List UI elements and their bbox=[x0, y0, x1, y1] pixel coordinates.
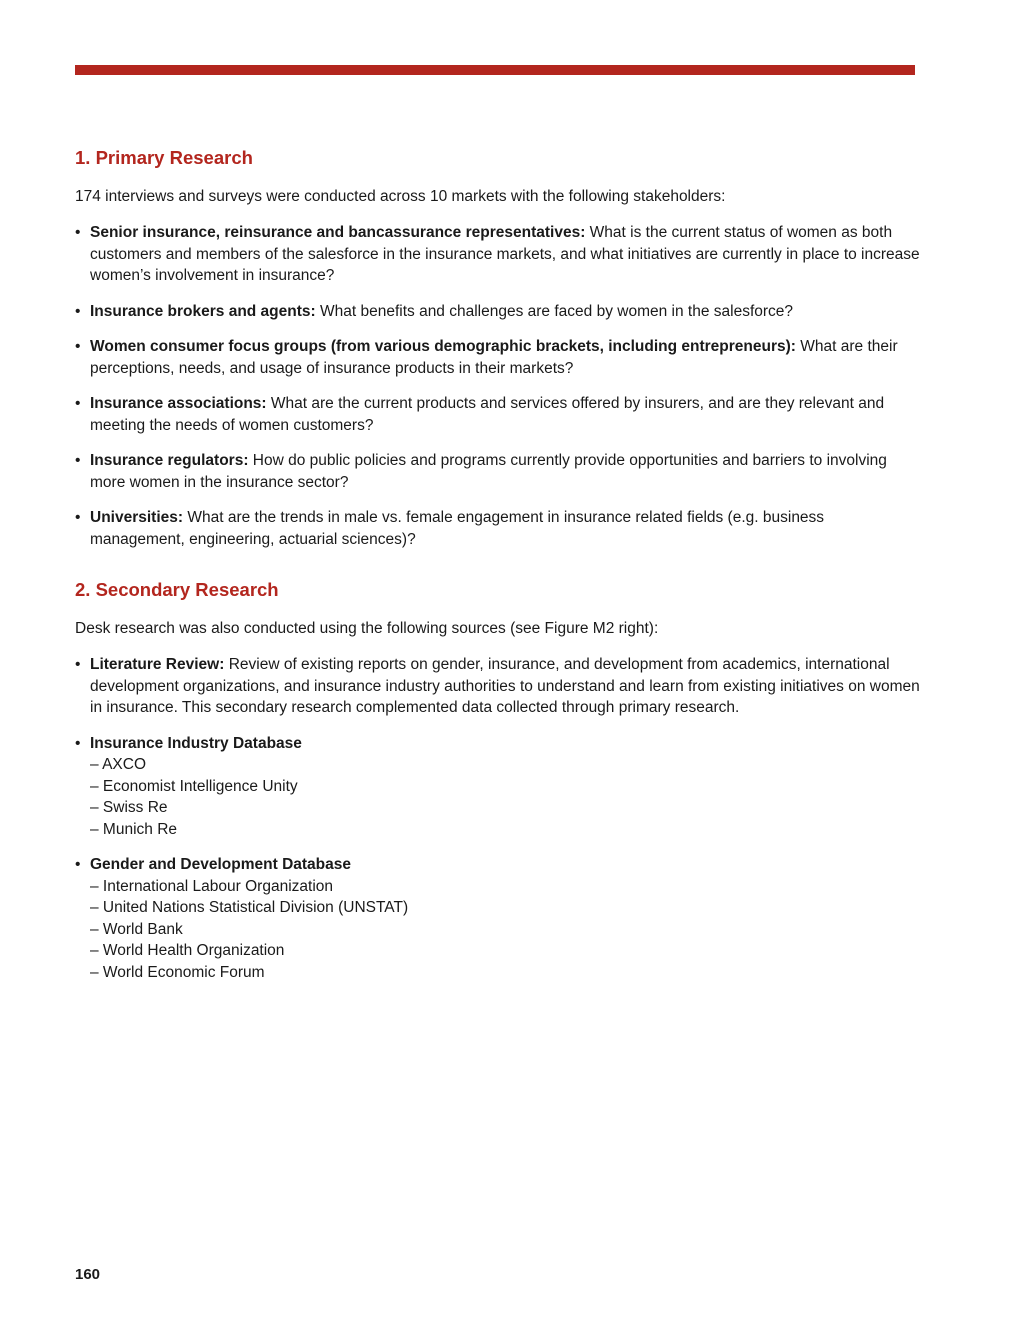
sub-list-item: – World Economic Forum bbox=[90, 963, 265, 981]
list-item bbox=[75, 336, 920, 379]
sub-list-item: – United Nations Statistical Division (UNSTAT) bbox=[90, 899, 409, 916]
item-text: What are the current products and services offered by insurers, and are they relevant and meeting the needs of women customers? bbox=[90, 395, 885, 434]
document-body bbox=[75, 144, 920, 983]
bullet-icon: • bbox=[75, 224, 81, 241]
sub-list-item: – AXCO bbox=[90, 756, 146, 773]
list-item bbox=[75, 854, 920, 983]
bullet-icon: • bbox=[75, 656, 81, 673]
gender-database-list bbox=[90, 876, 920, 984]
section-2-heading: 2. Secondary Research bbox=[75, 579, 279, 600]
item-lead: Women consumer focus groups (from various demographic brackets, including entrepreneurs): bbox=[90, 338, 796, 355]
sub-list-item: – World Bank bbox=[90, 920, 183, 938]
item-text: What are the trends in male vs. female engagement in insurance related fields (e.g. business management, engineering, actuarial sciences)? bbox=[90, 509, 825, 548]
bullet-icon: • bbox=[75, 734, 81, 752]
item-text: What are their perceptions, needs, and usage of insurance products in their markets? bbox=[90, 338, 898, 377]
sub-list-item: – International Labour Organization bbox=[90, 877, 333, 895]
bullet-icon: • bbox=[75, 452, 81, 469]
sources-list bbox=[75, 654, 920, 983]
sub-list-item: – Munich Re bbox=[90, 820, 178, 838]
item-text: Review of existing reports on gender, insurance, and development from academics, international development organizations, and insurance industry authorities to understand and learn from existing initiatives on women in insurance. This secondary research complemented data collected through primary research. bbox=[90, 656, 920, 716]
item-lead: Insurance Industry Database bbox=[90, 734, 302, 752]
item-text: How do public policies and programs currently provide opportunities and barriers to involving more women in the insurance sector? bbox=[90, 452, 887, 491]
section-1-heading: 1. Primary Research bbox=[75, 147, 253, 168]
stakeholder-list bbox=[75, 222, 920, 550]
list-item bbox=[75, 222, 920, 287]
item-lead: Senior insurance, reinsurance and bancassurance representatives: bbox=[90, 224, 586, 241]
list-item bbox=[75, 393, 920, 436]
bullet-icon: • bbox=[75, 509, 81, 526]
list-item bbox=[75, 301, 920, 323]
item-lead: Insurance regulators: bbox=[90, 452, 249, 469]
bullet-icon: • bbox=[75, 338, 81, 355]
page-number: 160 bbox=[75, 1266, 101, 1283]
bullet-icon: • bbox=[75, 302, 81, 320]
item-text: What benefits and challenges are faced by women in the salesforce? bbox=[315, 302, 794, 320]
item-lead: Gender and Development Database bbox=[90, 856, 351, 873]
item-lead: Insurance associations: bbox=[90, 395, 267, 412]
item-lead: Insurance brokers and agents: bbox=[90, 302, 316, 320]
bullet-icon: • bbox=[75, 395, 81, 412]
list-item bbox=[75, 450, 920, 493]
header-rule bbox=[75, 65, 915, 75]
insurance-database-list bbox=[90, 754, 920, 840]
sub-list-item: – World Health Organization bbox=[90, 942, 285, 959]
section-1-intro: 174 interviews and surveys were conducted across 10 markets with the following stakeholders: bbox=[75, 188, 726, 205]
item-text: What is the current status of women as both customers and members of the salesforce in the insurance markets, and what initiatives are currently in place to increase women’s involvement in insurance? bbox=[90, 224, 920, 284]
bullet-icon: • bbox=[75, 856, 81, 873]
list-item bbox=[75, 507, 920, 550]
sub-list-item: – Swiss Re bbox=[90, 799, 168, 816]
item-lead: Universities: bbox=[90, 509, 184, 526]
list-item bbox=[75, 733, 920, 841]
item-lead: Literature Review: bbox=[90, 656, 225, 673]
sub-list-item: – Economist Intelligence Unity bbox=[90, 777, 298, 795]
section-2-intro: Desk research was also conducted using the following sources (see Figure M2 right): bbox=[75, 620, 659, 637]
list-item bbox=[75, 654, 920, 719]
